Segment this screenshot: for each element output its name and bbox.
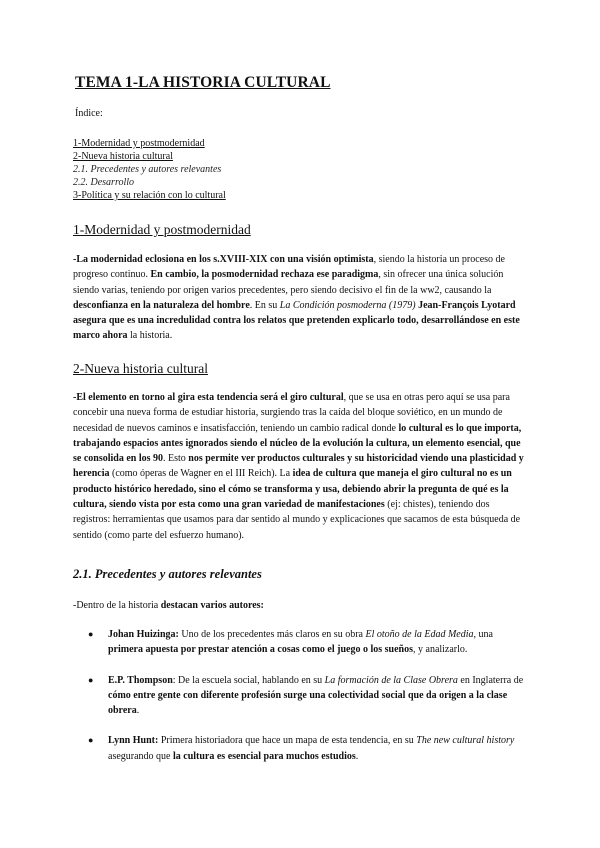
text-run: (como óperas de Wagner en el III Reich). La [109,468,293,480]
index-label: Índice: [75,108,103,119]
text-run: nos permite ver productos culturales y su historicidad viendo una plasticidad y herencia [73,453,524,480]
text-run: Primera historiadora que hace un mapa de esta tendencia, en su [158,735,417,747]
bullet-icon: ● [88,735,94,746]
text-run: La formación de la Clase Obrera [324,674,458,686]
list-item-text [108,735,514,761]
list-item [88,673,528,719]
text-run: : De la escuela social, hablando en su [172,674,325,686]
text-run: en Inglaterra de [457,674,524,686]
text-run: , y analizarlo. [413,644,468,656]
text-run: -Dentro de la historia [73,600,161,611]
list-item [88,627,528,658]
text-run: . Esto [163,453,189,465]
text-run: cómo entre gente con diferente profesión surge una colectividad social que da origen a la clase obrera [108,689,508,717]
section-heading-nueva-historia: 2-Nueva historia cultural [73,361,208,376]
toc-link-nueva-historia[interactable]: 2-Nueva historia cultural [73,151,173,162]
text-run: asegurando que [108,750,173,762]
text-run: El otoño de la Edad Media [365,629,474,640]
text-run: En cambio, la posmodernidad rechaza ese paradigma [150,269,379,281]
section-paragraph-nueva-historia [73,390,528,543]
section-intro-precedentes [73,598,528,613]
section-paragraph-modernidad [73,252,528,344]
text-run: (ej: chistes), teniendo dos registros: herramientas que usamos para dar sentido al mundo y explicaciones que sacamos de esta búsqueda de sentido (como parte del esfuerzo humano). [73,499,521,541]
text-run: . [136,705,140,717]
text-run: primera apuesta por prestar atención a cosas como el juego o los sueños [108,644,413,656]
bullet-icon: ● [88,674,94,685]
text-run: , una [473,629,493,640]
text-run: Johan Huizinga: [108,629,179,640]
list-item-text [108,675,523,717]
text-run: la cultura es esencial para muchos estudios [172,750,356,762]
text-run: idea de cultura que maneja el giro cultural no es un producto histórico heredado, sino el cómo se transforma y usa, debiendo abrir la pregunta de qué es la cultura, siendo vista por esta como una gran variedad de manifestaciones [73,468,512,511]
text-run: lo cultural es lo que importa, trabajando espacios antes ignorados siendo el núcleo de la evolución la cultura, un elemento esencial, que se consolida en los 90 [73,422,522,465]
bullet-icon: ● [88,629,94,639]
text-run: desconfianza en la naturaleza del hombre [73,299,250,311]
text-run: La Condición posmoderna (1979) [279,299,416,311]
text-run: -El elemento en torno al gira esta tendencia será el giro cultural [73,392,344,403]
text-run: Jean-François Lyotard asegura que es una incredulidad contra los relatos que pretenden explicarlo todo, desarrollándose en este marco ahora [73,299,520,342]
text-run: , que se usa en otras pero aquí se usa para concebir una nueva forma de estudiar historia, surgiendo tras la caída del bloque soviético, en un mundo de necesidad de nuevos caminos e insatisfacción, teniendo un cambio radical donde [73,392,510,434]
authors-list [88,627,528,779]
toc-link-modernidad[interactable]: 1-Modernidad y postmodernidad [73,138,205,149]
text-run: Uno de los precedentes más claros en su obra [178,629,366,640]
text-run: . En su [249,299,280,311]
section-heading-modernidad: 1-Modernidad y postmodernidad [73,222,251,237]
text-run: destacan varios autores: [160,600,264,611]
list-item [88,733,528,764]
text-run: -La modernidad eclosiona en los s.XVIII-XIX con una visión optimista [73,254,374,265]
text-run: The new cultural history [416,735,515,747]
text-run: Lynn Hunt: [108,735,159,747]
text-run: , siendo la historia un proceso de progreso continuo. [73,254,505,281]
text-run: , sin ofrecer una única solución siendo varias, teniendo por origen varios precedentes, pero siendo decisivo el fin de la ww2, causando la [73,269,504,296]
toc-subitem-desarrollo[interactable]: 2.2. Desarrollo [73,177,135,188]
table-of-contents [73,137,226,202]
list-item-text [108,629,493,655]
text-run: E.P. Thompson [108,674,173,686]
document-title: TEMA 1-LA HISTORIA CULTURAL [75,74,331,91]
section-heading-precedentes: 2.1. Precedentes y autores relevantes [73,567,262,581]
text-run: la historia. [127,330,173,342]
toc-link-politica[interactable]: 3-Política y su relación con lo cultural [73,190,226,201]
toc-subitem-precedentes[interactable]: 2.1. Precedentes y autores relevantes [73,164,222,175]
text-run: . [355,750,359,762]
